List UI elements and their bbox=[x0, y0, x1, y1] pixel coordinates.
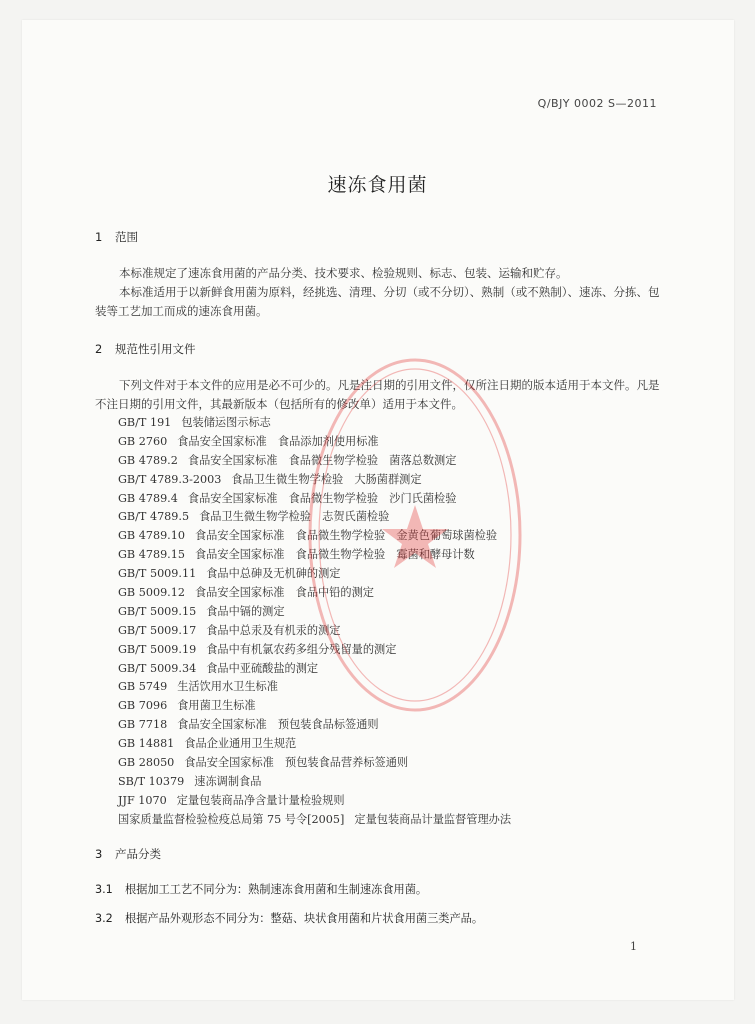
reference-item bbox=[118, 471, 511, 490]
reference-title: 食品安全国家标准 食品微生物学检验 霉菌和酵母计数 bbox=[194, 548, 475, 562]
reference-item bbox=[118, 490, 511, 509]
reference-code: GB 4789.2 bbox=[118, 453, 178, 467]
clause-3-2 bbox=[95, 910, 483, 926]
scope-paragraph-1-text: 本标准规定了速冻食用菌的产品分类、技术要求、检验规则、标志、包装、运输和贮存。 bbox=[119, 266, 568, 280]
reference-code: SB/T 10379 bbox=[118, 774, 185, 788]
reference-title: 定量包装商品净含量计量检验规则 bbox=[176, 793, 345, 807]
document-code: Q/BJY 0002 S—2011 bbox=[537, 97, 657, 110]
section-2-title: 规范性引用文件 bbox=[115, 342, 196, 356]
reference-title: 食品安全国家标准 食品微生物学检验 沙门氏菌检验 bbox=[187, 491, 457, 505]
reference-item bbox=[118, 622, 511, 641]
reference-item bbox=[118, 716, 511, 735]
page-number: 1 bbox=[630, 940, 637, 953]
reference-code: GB 4789.4 bbox=[118, 491, 178, 505]
reference-title: 生活饮用水卫生标准 bbox=[177, 680, 278, 694]
reference-code: GB/T 4789.3-2003 bbox=[118, 472, 222, 486]
reference-code: GB/T 5009.15 bbox=[118, 604, 197, 618]
reference-title: 食品安全国家标准 食品微生物学检验 金黄色葡萄球菌检验 bbox=[194, 529, 498, 543]
section-1-number: 1 bbox=[95, 230, 103, 244]
reference-title: 食用菌卫生标准 bbox=[177, 699, 256, 713]
reference-item bbox=[118, 414, 511, 433]
reference-title: 食品卫生微生物学检验 志贺氏菌检验 bbox=[199, 510, 390, 524]
reference-list bbox=[118, 414, 511, 830]
section-2-number: 2 bbox=[95, 342, 103, 356]
reference-title: 食品中有机氯农药多组分残留量的测定 bbox=[206, 642, 397, 656]
scope-paragraph-1 bbox=[95, 264, 660, 283]
reference-code: GB/T 4789.5 bbox=[118, 510, 190, 524]
reference-code: GB 5009.12 bbox=[118, 586, 185, 600]
reference-code: 国家质量监督检验检疫总局第 75 号令[2005] bbox=[118, 812, 345, 826]
section-1-heading bbox=[95, 229, 138, 245]
reference-item bbox=[118, 754, 511, 773]
clause-3-1 bbox=[95, 881, 427, 897]
reference-item bbox=[118, 641, 511, 660]
document-title: 速冻食用菌 bbox=[327, 174, 428, 196]
section-3-heading bbox=[95, 846, 161, 862]
reference-item bbox=[118, 527, 511, 546]
section-3-number: 3 bbox=[95, 847, 103, 861]
reference-item bbox=[118, 773, 511, 792]
reference-code: GB 4789.15 bbox=[118, 548, 185, 562]
reference-item bbox=[118, 660, 511, 679]
reference-title: 食品安全国家标准 预包装食品标签通则 bbox=[177, 718, 379, 732]
reference-item bbox=[118, 584, 511, 603]
reference-item bbox=[118, 452, 511, 471]
reference-title: 食品中亚硫酸盐的测定 bbox=[206, 661, 319, 675]
scope-paragraph-2-text: 本标准适用于以新鲜食用菌为原料，经挑选、清理、分切（或不分切）、熟制（或不熟制）、速冻、分拣、包装等工艺加工而成的速冻食用菌。 bbox=[95, 285, 660, 318]
reference-title: 食品安全国家标准 预包装食品营养标签通则 bbox=[184, 756, 409, 770]
reference-item bbox=[118, 792, 511, 811]
reference-item bbox=[118, 811, 511, 830]
reference-code: GB 14881 bbox=[118, 737, 175, 751]
reference-title: 食品安全国家标准 食品添加剂使用标准 bbox=[177, 434, 379, 448]
reference-code: GB/T 191 bbox=[118, 416, 172, 429]
reference-code: GB 7718 bbox=[118, 718, 168, 732]
reference-title: 食品中总汞及有机汞的测定 bbox=[206, 623, 341, 637]
reference-item bbox=[118, 678, 511, 697]
reference-title: 食品卫生微生物学检验 大肠菌群测定 bbox=[231, 472, 422, 486]
reference-code: GB 7096 bbox=[118, 699, 168, 713]
reference-code: GB 5749 bbox=[118, 680, 168, 694]
reference-code: GB/T 5009.17 bbox=[118, 623, 197, 637]
reference-code: GB/T 5009.11 bbox=[118, 567, 197, 581]
clause-number: 3.2 bbox=[95, 912, 113, 925]
reference-code: GB 2760 bbox=[118, 434, 168, 448]
reference-title: 食品安全国家标准 食品微生物学检验 菌落总数测定 bbox=[187, 453, 457, 467]
reference-title: 定量包装商品计量监督管理办法 bbox=[354, 812, 512, 826]
references-intro-text: 下列文件对于本文件的应用是必不可少的。凡是注日期的引用文件，仅所注日期的版本适用于本文件。凡是不注日期的引用文件，其最新版本（包括所有的修改单）适用于本文件。 bbox=[95, 378, 660, 411]
reference-title: 食品企业通用卫生规范 bbox=[184, 737, 297, 751]
references-intro bbox=[95, 376, 660, 414]
reference-item bbox=[118, 546, 511, 565]
clause-text: 根据产品外观形态不同分为：整菇、块状食用菌和片状食用菌三类产品。 bbox=[125, 912, 484, 925]
reference-code: GB 28050 bbox=[118, 756, 175, 770]
reference-item bbox=[118, 565, 511, 584]
reference-code: GB 4789.10 bbox=[118, 529, 185, 543]
reference-item bbox=[118, 508, 511, 527]
reference-title: 食品中镉的测定 bbox=[206, 604, 285, 618]
scope-paragraph-2 bbox=[95, 283, 660, 321]
reference-item bbox=[118, 603, 511, 622]
reference-code: GB/T 5009.34 bbox=[118, 661, 197, 675]
reference-item bbox=[118, 735, 511, 754]
reference-item bbox=[118, 433, 511, 452]
clause-number: 3.1 bbox=[95, 883, 113, 896]
reference-title: 速冻调制食品 bbox=[194, 774, 262, 788]
section-3-title: 产品分类 bbox=[115, 847, 161, 861]
reference-title: 食品安全国家标准 食品中铅的测定 bbox=[194, 586, 374, 600]
reference-title: 包装储运图示标志 bbox=[181, 416, 271, 429]
reference-title: 食品中总砷及无机砷的测定 bbox=[206, 567, 341, 581]
reference-code: JJF 1070 bbox=[118, 793, 167, 807]
section-1-title: 范围 bbox=[115, 230, 138, 244]
clause-text: 根据加工工艺不同分为：熟制速冻食用菌和生制速冻食用菌。 bbox=[125, 883, 428, 896]
section-2-heading bbox=[95, 341, 196, 357]
reference-code: GB/T 5009.19 bbox=[118, 642, 197, 656]
reference-item bbox=[118, 697, 511, 716]
